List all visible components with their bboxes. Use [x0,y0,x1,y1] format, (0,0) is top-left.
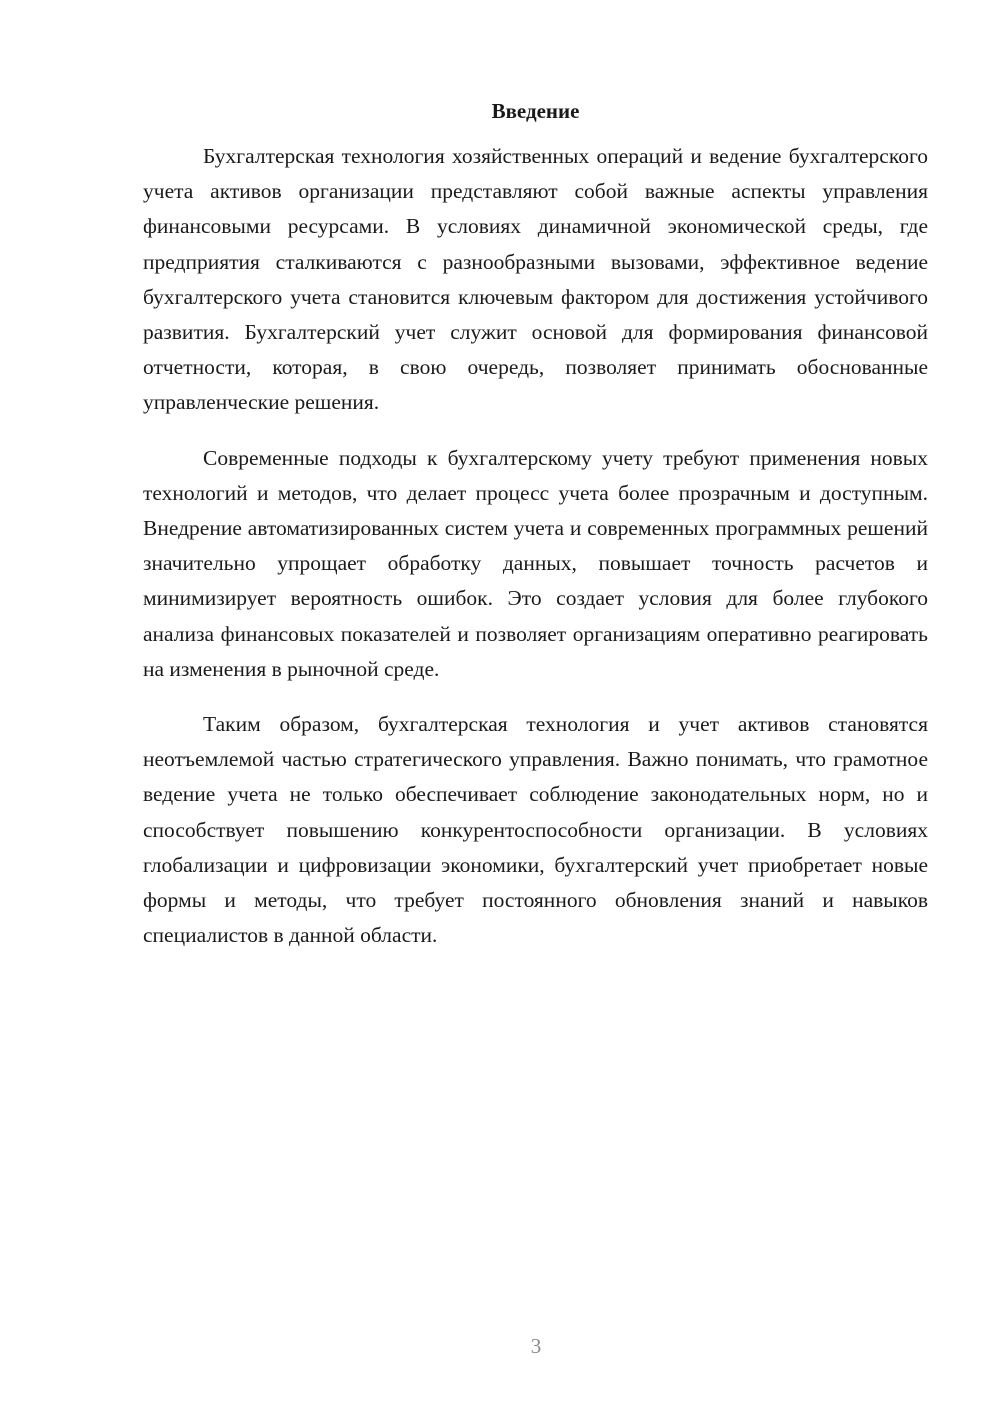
paragraph-2: Современные подходы к бухгалтерскому учету требуют применения новых технологий и методов, что делает процесс учета более прозрачным и доступным. Внедрение автоматизированных систем учета и современных программных решений значительно упрощает обработку данных, повышает точность расчетов и минимизирует вероятность ошибок. Это создает условия для более глубокого анализа финансовых показателей и позволяет организациям оперативно реагировать на изменения в рыночной среде. [143,445,928,681]
paragraph-3: Таким образом, бухгалтерская технология и учет активов становятся неотъемлемой частью стратегического управления. Важно понимать, что грамотное ведение учета не только обеспечивает соблюдение законодательных норм, но и способствует повышению конкурентоспособности организации. В условиях глобализации и цифровизации экономики, бухгалтерский учет приобретает новые формы и методы, что требует постоянного обновления знаний и навыков специалистов в данной области. [143,712,928,948]
page-number: 3 [530,1334,542,1358]
section-title: Введение [491,99,580,123]
paragraph-1: Бухгалтерская технология хозяйственных операций и ведение бухгалтерского учета активов организации представляют собой важные аспекты управления финансовыми ресурсами. В условиях динамичной экономической среды, где предприятия сталкиваются с разнообразными вызовами, эффективное ведение бухгалтерского учета становится ключевым фактором для достижения устойчивого развития. Бухгалтерский учет служит основой для формирования финансовой отчетности, которая, в свою очередь, позволяет принимать обоснованные управленческие решения. [143,144,928,415]
page-content [143,96,928,953]
